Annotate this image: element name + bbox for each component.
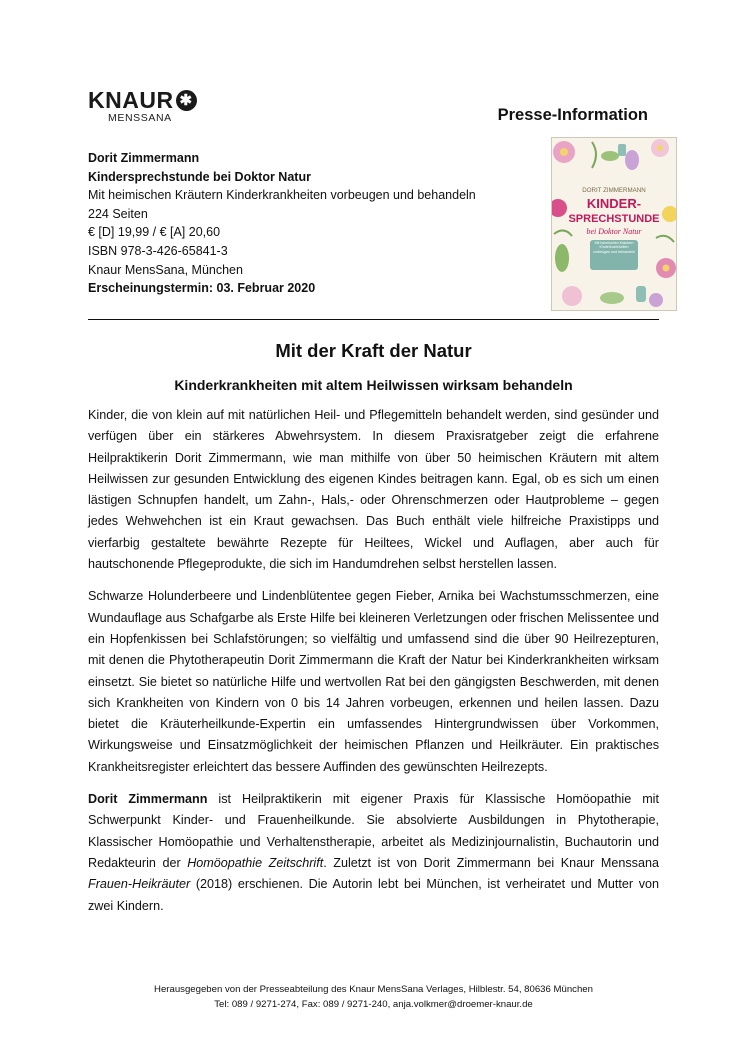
cover-title-line-2: SPRECHSTUNDE [568, 213, 660, 225]
journal-title: Homöopathie Zeitschrift [187, 855, 324, 870]
book-price: € [D] 19,99 / € [A] 20,60 [88, 225, 221, 240]
book-title: Kindersprechstunde bei Doktor Natur [88, 169, 311, 184]
logo-star-icon: ✱ [176, 90, 197, 111]
cover-title-line-1: KINDER- [586, 196, 642, 211]
footer [88, 982, 659, 1012]
logo-brand: KNAUR [88, 87, 174, 113]
book-isbn: ISBN 978-3-426-65841-3 [88, 243, 228, 258]
book-pages: 224 Seiten [88, 206, 148, 221]
footer-address: Herausgegeben von der Presseabteilung des Knaur MensSana Verlages, Hilblestr. 54, 80636 München [154, 984, 593, 995]
cover-title-line-3: bei Doktor Natur [586, 227, 642, 236]
book-cover-image [551, 137, 677, 311]
book-publisher: Knaur MensSana, München [88, 262, 243, 277]
cover-illustration [552, 138, 676, 310]
cover-tagline: Mit heimischen Kräutern Kinderkrankheiten vorbeugen und behandeln [593, 241, 635, 254]
article-headline: Mit der Kraft der Natur [275, 340, 472, 361]
article-subheadline: Kinderkrankheiten mit altem Heilwissen wirksam behandeln [174, 377, 573, 393]
cover-author: DORIT ZIMMERMANN [582, 187, 646, 194]
press-information-heading: Presse-Information [497, 106, 648, 124]
knaur-menssana-logo [88, 88, 197, 124]
article-paragraph-2: Schwarze Holunderbeere und Lindenblütentee gegen Fieber, Arnika bei Wachstumsschmerzen, eine Wundauflage aus Schafgarbe als Erste Hilfe bei kleineren Verletzungen oder frischen Melissentee und ein Hopfenkissen bei Schlafstörungen; so vielfältig und umfassend sind die über 90 Heilrezepturen, mit denen die Phytotherapeutin Dorit Zimmermann die Kraft der Natur bei Kinderkrankheiten wirksam einsetzt. Sie bietet so natürliche Hilfe und wertvollen Rat bei den gängigsten Beschwerden, mit denen sich Krankheiten von Kindern von 0 bis 14 Jahren vorbeugen, erkennen und heilen lassen. Dazu bietet die Kräuterheilkunde-Expertin ein umfassendes Hintergrundwissen über Vorkommen, Wirkungsweise und Einsatzmöglichkeit der heimischen Pflanzen und Heilkräuter. Ein praktisches Krankheitsregister erleichtert das bessere Auffinden des gewünschten Heilrezepts. [88, 589, 659, 774]
footer-contact: Tel: 089 / 9271-274, Fax: 089 / 9271-240, anja.volkmer@droemer-knaur.de [214, 999, 533, 1010]
book-subtitle: Mit heimischen Kräutern Kinderkrankheiten vorbeugen und behandeln [88, 188, 476, 203]
article-paragraph-1: Kinder, die von klein auf mit natürlichen Heil- und Pflegemitteln behandelt werden, sind gesünder und verfügen über ein stärkeres Abwehrsystem. In diesem Praxisratgeber zeigt die erfahrene Heilpraktikerin Dorit Zimmermann, wie man mithilfe von über 50 heimischen Kräutern mit altem Heilwissen zur gesunden Entwicklung des eigenen Kindes beitragen kann. Egal, ob es sich um einen lästigen Schnupfen handelt, um Zahn-, Hals,- oder Ohrenschmerzen oder Hautprobleme – gegen jedes Wehwehchen ist ein Kraut gewachsen. Das Buch enthält viele hilfreiche Praxistipps und vierfarbig gestaltete bewährte Rezepte für Heiltees, Wickel und Auflagen, aber auch für hautschonende Pflegeprodukte, die sich im Handumdrehen selbst herstellen lassen. [88, 408, 659, 572]
article-body [88, 405, 659, 928]
article-paragraph-3: Dorit Zimmermann ist Heilpraktikerin mit eigener Praxis für Klassische Homöopathie mit Schwerpunkt Kinder- und Frauenheilkunde. Sie absolvierte Ausbildungen in Phytotherapie, Klassischer Homöopathie und Verhaltenstherapie, arbeitet als Medizinjournalistin, Buchautorin und Redakteurin der Homöopathie Zeitschrift. Zuletzt ist von Dorit Zimmermann bei Knaur Menssana Frauen-Heikräuter (2018) erschienen. Die Autorin lebt bei München, ist verheiratet und Mutter von zwei Kindern. [88, 792, 659, 913]
book-author: Dorit Zimmermann [88, 151, 200, 165]
book-metadata [88, 149, 538, 298]
header-divider [88, 319, 659, 320]
book-release-date: Erscheinungstermin: 03. Februar 2020 [88, 281, 316, 296]
previous-book-title: Frauen-Heikräuter [88, 877, 191, 892]
author-name-bold: Dorit Zimmermann [88, 792, 208, 807]
logo-imprint: MENSSANA [108, 112, 172, 124]
